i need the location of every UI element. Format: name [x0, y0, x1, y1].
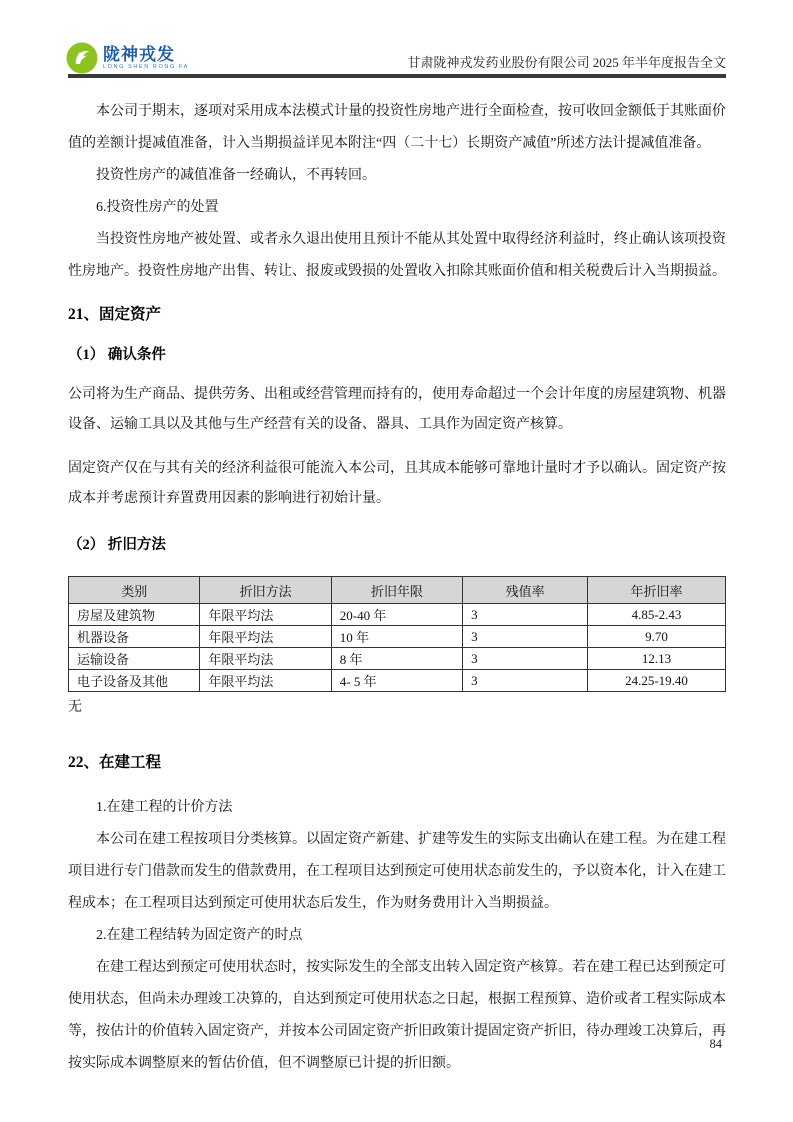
logo-en-text: LONG SHEN RONG FA — [103, 63, 189, 70]
cell-residual-rate: 3 — [463, 648, 588, 670]
section-21-title: 21、固定资产 — [68, 306, 162, 323]
cell-residual-rate: 3 — [463, 604, 588, 626]
document-header-title: 甘肃陇神戎发药业股份有限公司 2025 年半年度报告全文 — [407, 55, 726, 70]
cell-category: 运输设备 — [69, 648, 200, 670]
paragraph-impairment: 本公司于期末，逐项对采用成本法模式计量的投资性房地产进行全面检查，按可收回金额低于其账面价值的差额计提减值准备，计入当期损益详见本附注“四（二十七）长期资产减值”所述方法计提减值准备。 — [68, 104, 726, 151]
col-header-category: 类别 — [69, 577, 200, 604]
section-22-title: 22、在建工程 — [68, 754, 162, 771]
table-row — [69, 670, 726, 692]
item-disposal-title: 6.投资性房产的处置 — [96, 200, 219, 215]
paragraph-disposal: 当投资性房地产被处置、或者永久退出使用且预计不能从其处置中取得经济利益时，终止确认该项投资性房地产。投资性房地产出售、转让、报废或毁损的处置收入扣除其账面价值和相关税费后计入当期损益。 — [68, 232, 726, 279]
section-22-item1-title: 1.在建工程的计价方法 — [96, 800, 233, 815]
note-none: 无 — [68, 700, 82, 715]
cell-years: 4- 5 年 — [331, 670, 462, 692]
cell-method: 年限平均法 — [200, 626, 331, 648]
section-22-item1-paragraph: 本公司在建工程按项目分类核算。以固定资产新建、扩建等发生的实际支出确认在建工程。为在建工程项目进行专门借款而发生的借款费用，在工程项目达到预定可使用状态前发生的，予以资本化，计入在建工程成本；在工程项目达到预定可使用状态后发生，作为财务费用计入当期损益。 — [68, 832, 726, 911]
cell-category: 电子设备及其他 — [69, 670, 200, 692]
depreciation-table — [68, 576, 726, 692]
section-22-item2-title: 2.在建工程结转为固定资产的时点 — [96, 928, 303, 943]
table-row — [69, 626, 726, 648]
cell-annual-rate: 4.85-2.43 — [588, 604, 726, 626]
cell-category: 机器设备 — [69, 626, 200, 648]
cell-years: 10 年 — [331, 626, 462, 648]
logo-text — [103, 46, 189, 71]
section-21-sub1-paragraph-1: 公司将为生产商品、提供劳务、出租或经营管理而持有的，使用寿命超过一个会计年度的房屋建筑物、机器设备、运输工具以及其他与生产经营有关的设备、器具、工具作为固定资产核算。 — [68, 387, 726, 432]
cell-annual-rate: 9.70 — [588, 626, 726, 648]
cell-years: 8 年 — [331, 648, 462, 670]
cell-residual-rate: 3 — [463, 670, 588, 692]
section-22-item2-paragraph: 在建工程达到预定可使用状态时，按实际发生的全部支出转入固定资产核算。若在建工程已达到预定可使用状态，但尚未办理竣工决算的，自达到预定可使用状态之日起，根据工程预算、造价或者工程实际成本等，按估计的价值转入固定资产，并按本公司固定资产折旧政策计提固定资产折旧，待办理竣工决算后，再按实际成本调整原来的暂估价值，但不调整原已计提的折旧额。 — [68, 960, 726, 1071]
cell-annual-rate: 12.13 — [588, 648, 726, 670]
page-content — [68, 96, 726, 1080]
col-header-residual-rate: 残值率 — [463, 577, 588, 604]
cell-method: 年限平均法 — [200, 670, 331, 692]
depreciation-table-header-row — [69, 577, 726, 604]
col-header-annual-rate: 年折旧率 — [588, 577, 726, 604]
section-21-sub2-title: （2） 折旧方法 — [68, 537, 166, 553]
cell-method: 年限平均法 — [200, 648, 331, 670]
logo-icon — [66, 42, 98, 74]
col-header-years: 折旧年限 — [331, 577, 462, 604]
section-21-sub1-title: （1） 确认条件 — [68, 347, 166, 363]
table-row — [69, 604, 726, 626]
page-number: 84 — [709, 1037, 722, 1051]
company-logo — [66, 42, 189, 74]
logo-cn-text: 陇神戎发 — [103, 44, 175, 64]
table-row — [69, 648, 726, 670]
cell-category: 房屋及建筑物 — [69, 604, 200, 626]
cell-years: 20-40 年 — [331, 604, 462, 626]
section-21-sub1-paragraph-2: 固定资产仅在与其有关的经济利益很可能流入本公司，且其成本能够可靠地计量时才予以确认。固定资产按成本并考虑预计弃置费用因素的影响进行初始计量。 — [68, 461, 726, 506]
header-divider — [68, 74, 726, 78]
paragraph-no-reversal: 投资性房产的减值准备一经确认，不再转回。 — [96, 168, 376, 183]
cell-annual-rate: 24.25-19.40 — [588, 670, 726, 692]
cell-method: 年限平均法 — [200, 604, 331, 626]
cell-residual-rate: 3 — [463, 626, 588, 648]
col-header-method: 折旧方法 — [200, 577, 331, 604]
